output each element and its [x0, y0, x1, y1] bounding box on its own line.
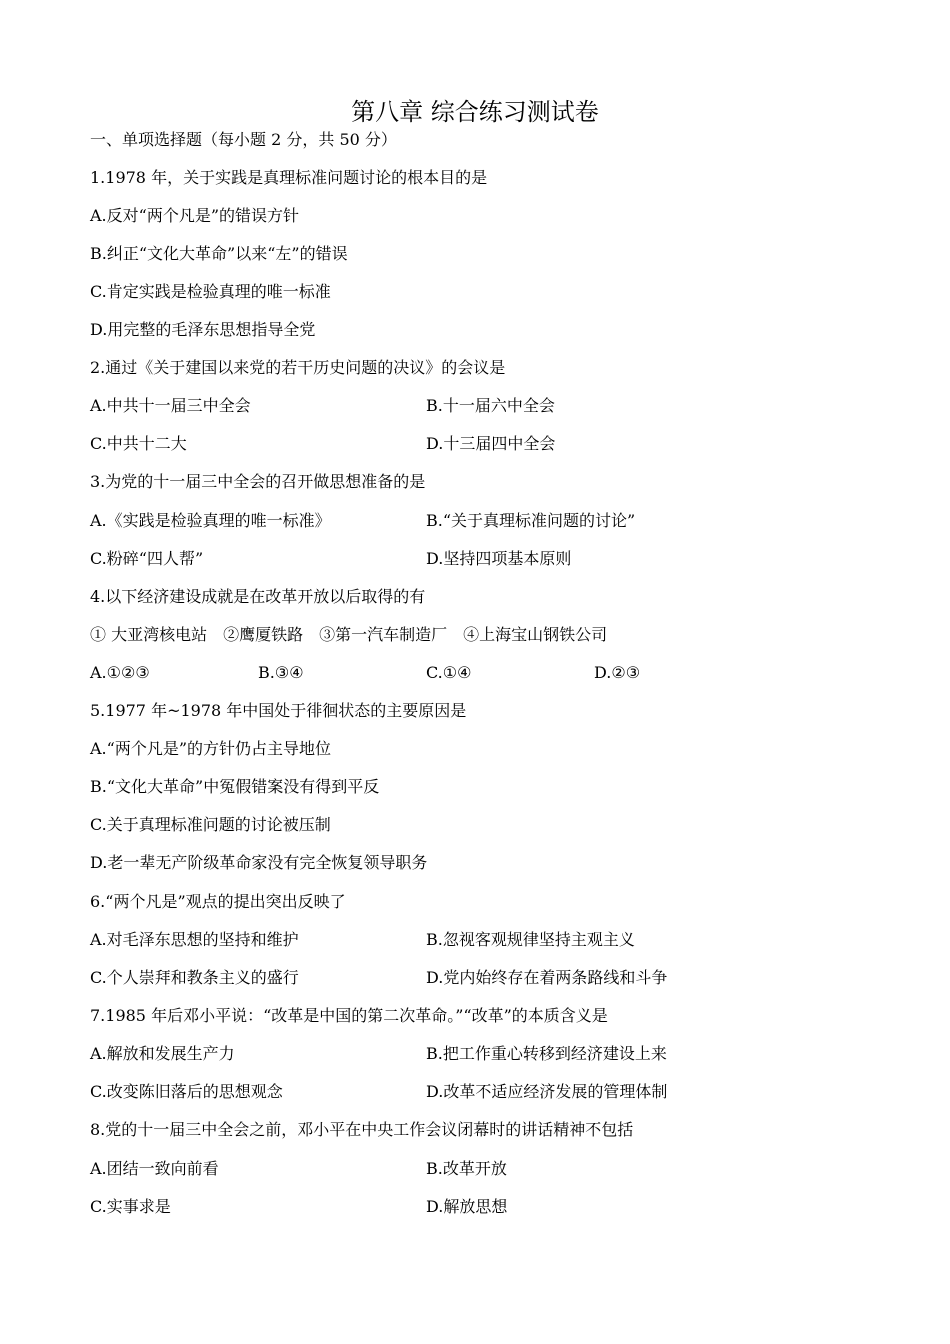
question-6-option-b: B.忽视客观规律坚持主观主义	[426, 930, 635, 949]
question-3-options-row-1	[90, 510, 870, 532]
question-2-option-d: D.十三届四中全会	[426, 434, 556, 453]
question-7-option-d: D.改革不适应经济发展的管理体制	[426, 1082, 668, 1101]
question-5-option-b: B.“文化大革命”中冤假错案没有得到平反	[90, 777, 380, 796]
question-6-stem: 6.“两个凡是”观点的提出突出反映了	[90, 892, 346, 911]
question-3-option-d: D.坚持四项基本原则	[426, 549, 572, 568]
question-7-options-row-2	[90, 1081, 870, 1103]
question-6-option-c: C.个人崇拜和教条主义的盛行	[90, 968, 299, 987]
question-2-options-row-1	[90, 395, 870, 417]
question-8-option-c: C.实事求是	[90, 1197, 171, 1216]
question-1-option-d: D.用完整的毛泽东思想指导全党	[90, 320, 316, 339]
question-8-option-d: D.解放思想	[426, 1197, 508, 1216]
question-8-stem: 8.党的十一届三中全会之前，邓小平在中央工作会议闭幕时的讲话精神不包括	[90, 1120, 634, 1139]
question-7-option-c: C.改变陈旧落后的思想观念	[90, 1082, 283, 1101]
question-3-options-row-2	[90, 548, 870, 570]
question-1-option-b: B.纠正“文化大革命”以来“左”的错误	[90, 244, 348, 263]
question-3-stem: 3.为党的十一届三中全会的召开做思想准备的是	[90, 472, 426, 491]
question-5-option-d: D.老一辈无产阶级革命家没有完全恢复领导职务	[90, 853, 428, 872]
question-1-option-c: C.肯定实践是检验真理的唯一标准	[90, 282, 331, 301]
question-8-option-a: A.团结一致向前看	[90, 1159, 219, 1178]
question-4-options-row	[90, 662, 870, 684]
question-6-option-d: D.党内始终存在着两条路线和斗争	[426, 968, 668, 987]
question-4-option-b: B.③④	[258, 663, 304, 682]
question-2-stem: 2.通过《关于建国以来党的若干历史问题的决议》的会议是	[90, 358, 506, 377]
question-4-option-c: C.①④	[426, 663, 472, 682]
question-6-options-row-1	[90, 929, 870, 951]
question-6-options-row-2	[90, 967, 870, 989]
page-title: 第八章 综合练习测试卷	[351, 98, 599, 126]
question-7-option-a: A.解放和发展生产力	[90, 1044, 235, 1063]
question-2-option-b: B.十一届六中全会	[426, 396, 555, 415]
question-1-option-a: A.反对“两个凡是”的错误方针	[90, 206, 300, 225]
question-2-option-c: C.中共十二大	[90, 434, 187, 453]
section-heading: 一、单项选择题（每小题 2 分，共 50 分）	[90, 130, 397, 149]
question-5-option-a: A.“两个凡是”的方针仍占主导地位	[90, 739, 332, 758]
question-8-options-row-2	[90, 1196, 870, 1218]
question-3-option-a: A.《实践是检验真理的唯一标准》	[90, 511, 331, 530]
question-7-stem: 7.1985 年后邓小平说：“改革是中国的第二次革命。”“改革”的本质含义是	[90, 1006, 608, 1025]
question-7-option-b: B.把工作重心转移到经济建设上来	[426, 1044, 667, 1063]
question-8-option-b: B.改革开放	[426, 1159, 507, 1178]
question-3-option-c: C.粉碎“四人帮”	[90, 549, 204, 568]
question-5-option-c: C.关于真理标准问题的讨论被压制	[90, 815, 331, 834]
question-1-stem: 1.1978 年，关于实践是真理标准问题讨论的根本目的是	[90, 168, 488, 187]
question-7-options-row-1	[90, 1043, 870, 1065]
question-4-option-d: D.②③	[594, 663, 641, 682]
question-2-option-a: A.中共十一届三中全会	[90, 396, 251, 415]
question-4-items: ① 大亚湾核电站 ②鹰厦铁路 ③第一汽车制造厂 ④上海宝山钢铁公司	[90, 625, 608, 644]
question-5-stem: 5.1977 年~1978 年中国处于徘徊状态的主要原因是	[90, 701, 467, 720]
question-2-options-row-2	[90, 433, 870, 455]
question-4-stem: 4.以下经济建设成就是在改革开放以后取得的有	[90, 587, 426, 606]
question-8-options-row-1	[90, 1158, 870, 1180]
question-4-option-a: A.①②③	[90, 663, 150, 682]
question-6-option-a: A.对毛泽东思想的坚持和维护	[90, 930, 299, 949]
question-3-option-b: B.“关于真理标准问题的讨论”	[426, 511, 636, 530]
